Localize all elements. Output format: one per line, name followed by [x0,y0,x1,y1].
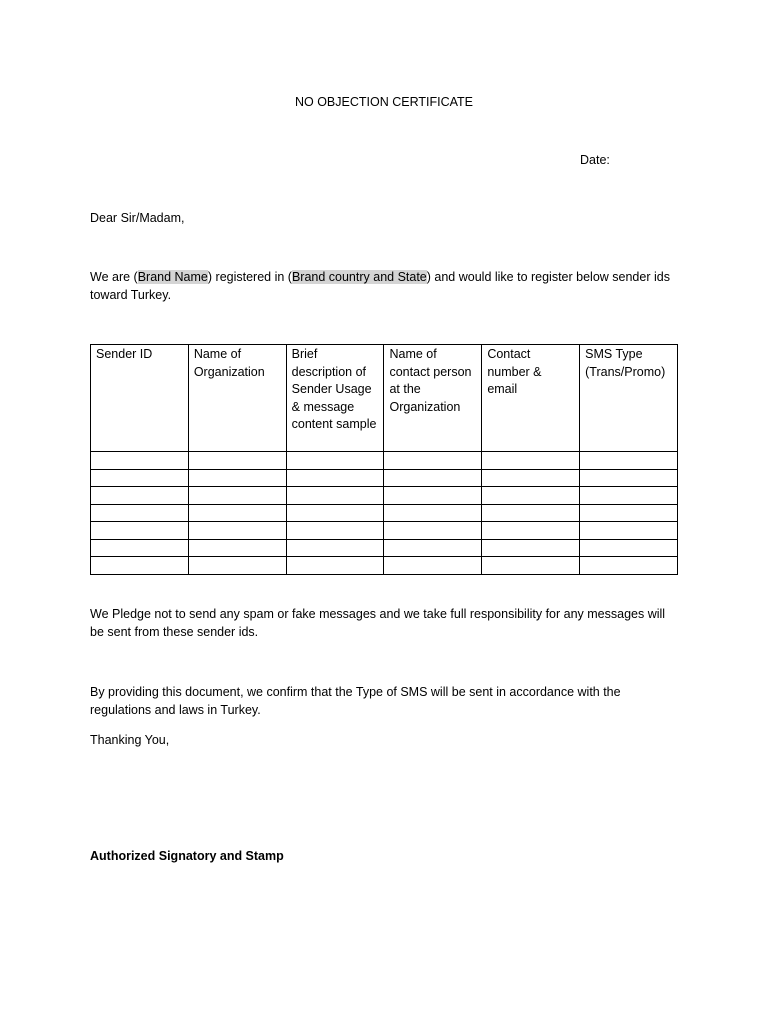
table-cell [188,487,286,505]
intro-paragraph [90,268,680,304]
table-cell [482,469,580,487]
intro-text-part1: We are ( [90,270,138,284]
intro-text-part2: ) registered in ( [207,270,292,284]
header-contact-person: Name of contact person at the Organization [384,345,482,452]
table-cell [384,487,482,505]
table-cell [91,469,189,487]
table-cell [91,452,189,470]
table-cell [91,487,189,505]
table-cell [188,539,286,557]
table-cell [188,504,286,522]
header-sms-type: SMS Type (Trans/Promo) [580,345,678,452]
header-organization-name: Name of Organization [188,345,286,452]
table-cell [286,522,384,540]
table-row [91,487,678,505]
table-cell [286,487,384,505]
table-cell [384,539,482,557]
header-usage-description: Brief description of Sender Usage & message content sample [286,345,384,452]
date-label: Date: [580,153,610,167]
table-cell [384,469,482,487]
table-cell [91,504,189,522]
sender-id-table [90,344,678,575]
table-cell [580,452,678,470]
table-row [91,522,678,540]
table-cell [188,452,286,470]
table-row [91,557,678,575]
table-cell [91,557,189,575]
closing-line: Thanking You, [90,733,170,747]
table-cell [580,487,678,505]
intro-text-part3: ) and would like to register below sender ids toward Turkey. [90,270,670,302]
document-title: NO OBJECTION CERTIFICATE [294,95,474,109]
table-row [91,469,678,487]
table-row [91,539,678,557]
header-contact-number: Contact number & email [482,345,580,452]
table-cell [286,452,384,470]
table-cell [482,487,580,505]
table-cell [580,504,678,522]
table-cell [188,557,286,575]
header-sender-id: Sender ID [91,345,189,452]
confirmation-paragraph: By providing this document, we confirm that the Type of SMS will be sent in accordance with the regulations and laws in Turkey. [90,685,621,717]
table-cell [482,557,580,575]
table-cell [580,557,678,575]
table-cell [482,522,580,540]
table-cell [188,522,286,540]
table-cell [286,539,384,557]
table-cell [580,522,678,540]
brand-country-placeholder: Brand country and State [291,270,427,284]
table-cell [91,539,189,557]
table-cell [188,469,286,487]
table-cell [384,504,482,522]
salutation: Dear Sir/Madam, [90,211,185,225]
table-cell [384,522,482,540]
table-cell [384,557,482,575]
table-cell [286,557,384,575]
brand-name-placeholder: Brand Name [137,270,208,284]
table-row [91,504,678,522]
table-cell [482,539,580,557]
table-cell [91,522,189,540]
table-cell [286,469,384,487]
table-cell [286,504,384,522]
table-cell [580,469,678,487]
table-row [91,452,678,470]
table-cell [482,504,580,522]
table-cell [482,452,580,470]
signatory-label: Authorized Signatory and Stamp [90,849,284,863]
table-body [91,452,678,575]
table-cell [384,452,482,470]
table-header-row [91,345,678,452]
table-cell [580,539,678,557]
pledge-paragraph: We Pledge not to send any spam or fake messages and we take full responsibility for any messages will be sent from these sender ids. [90,607,666,639]
